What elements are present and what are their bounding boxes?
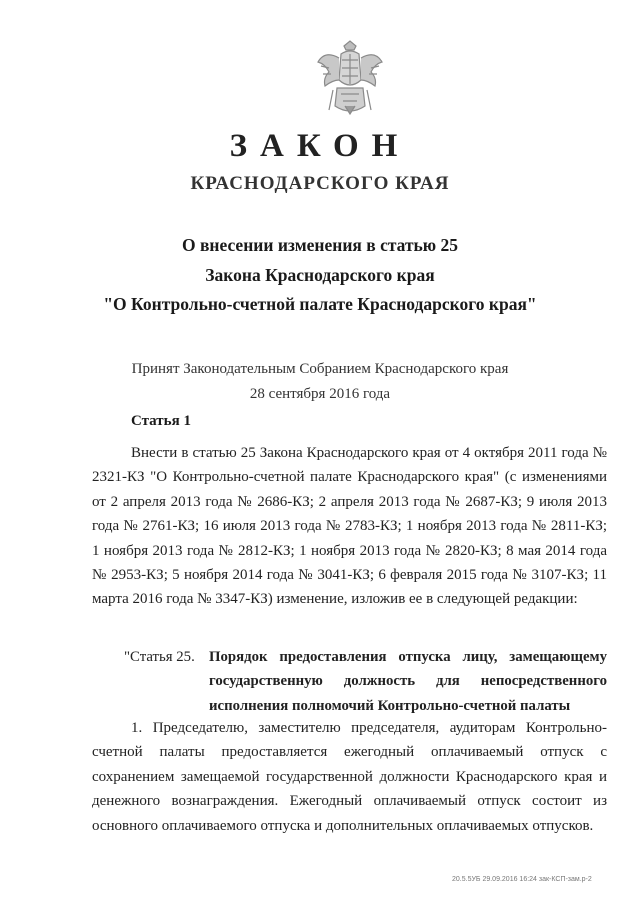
quoted-article-label: "Статья 25. xyxy=(124,649,195,665)
adoption-info xyxy=(0,357,640,407)
quoted-article-heading xyxy=(124,645,607,718)
law-title-line: "О Контрольно-счетной палате Краснодарского края" xyxy=(103,294,537,314)
law-title-line: О внесении изменения в статью 25 xyxy=(181,235,459,255)
adoption-body: Принят Законодательным Собранием Краснодарского края xyxy=(131,361,509,377)
adoption-date: 28 сентября 2016 года xyxy=(249,386,391,402)
document-subtitle: КРАСНОДАРСКОГО КРАЯ xyxy=(190,173,450,194)
amendment-paragraph: Внести в статью 25 Закона Краснодарского края от 4 октября 2011 года № 2321-КЗ "О Контрольно-счетной палате Краснодарского края" (с изменениями от 2 апреля 2013 года № 2686-КЗ; 2 апреля 2013 года № 2687-КЗ; 9 июля 2013 года № 2761-КЗ; 16 июля 2013 года № 2783-КЗ; 1 ноября 2013 года № 2811-КЗ; 1 ноября 2013 года № 2812-КЗ; 1 ноября 2013 года № 2820-КЗ; 8 мая 2014 года № 2953-КЗ; 5 ноября 2014 года № 3041-КЗ; 6 февраля 2015 года № 3107-КЗ; 11 марта 2016 года № 3347-КЗ) изменение, изложив ее в следующей редакции: xyxy=(92,445,607,608)
article-heading: Статья 1 xyxy=(131,413,191,429)
quoted-article-title: Порядок предоставления отпуска лицу, замещающему государственную должность для непосредственного исполнения полномочий Контрольно-счетной палаты xyxy=(209,649,607,714)
law-title-line: Закона Краснодарского края xyxy=(205,264,435,285)
footer-document-code: 20.5.5УБ 29.09.2016 16:24 зак-КСП-зам.р-2 xyxy=(452,876,592,883)
krasnodar-coat-of-arms-icon xyxy=(315,40,385,118)
law-title xyxy=(0,231,640,320)
clause-1-paragraph: 1. Председателю, заместителю председателя, аудиторам Контрольно-счетной палаты предоставляется ежегодный оплачиваемый отпуск с сохранением замещаемой государственной должности Краснодарского края и денежного вознаграждения. Ежегодный оплачиваемый отпуск состоит из основного оплачиваемого отпуска и дополнительных оплачиваемых отпусков. xyxy=(92,720,607,834)
document-title: ЗАКОН xyxy=(229,128,411,164)
